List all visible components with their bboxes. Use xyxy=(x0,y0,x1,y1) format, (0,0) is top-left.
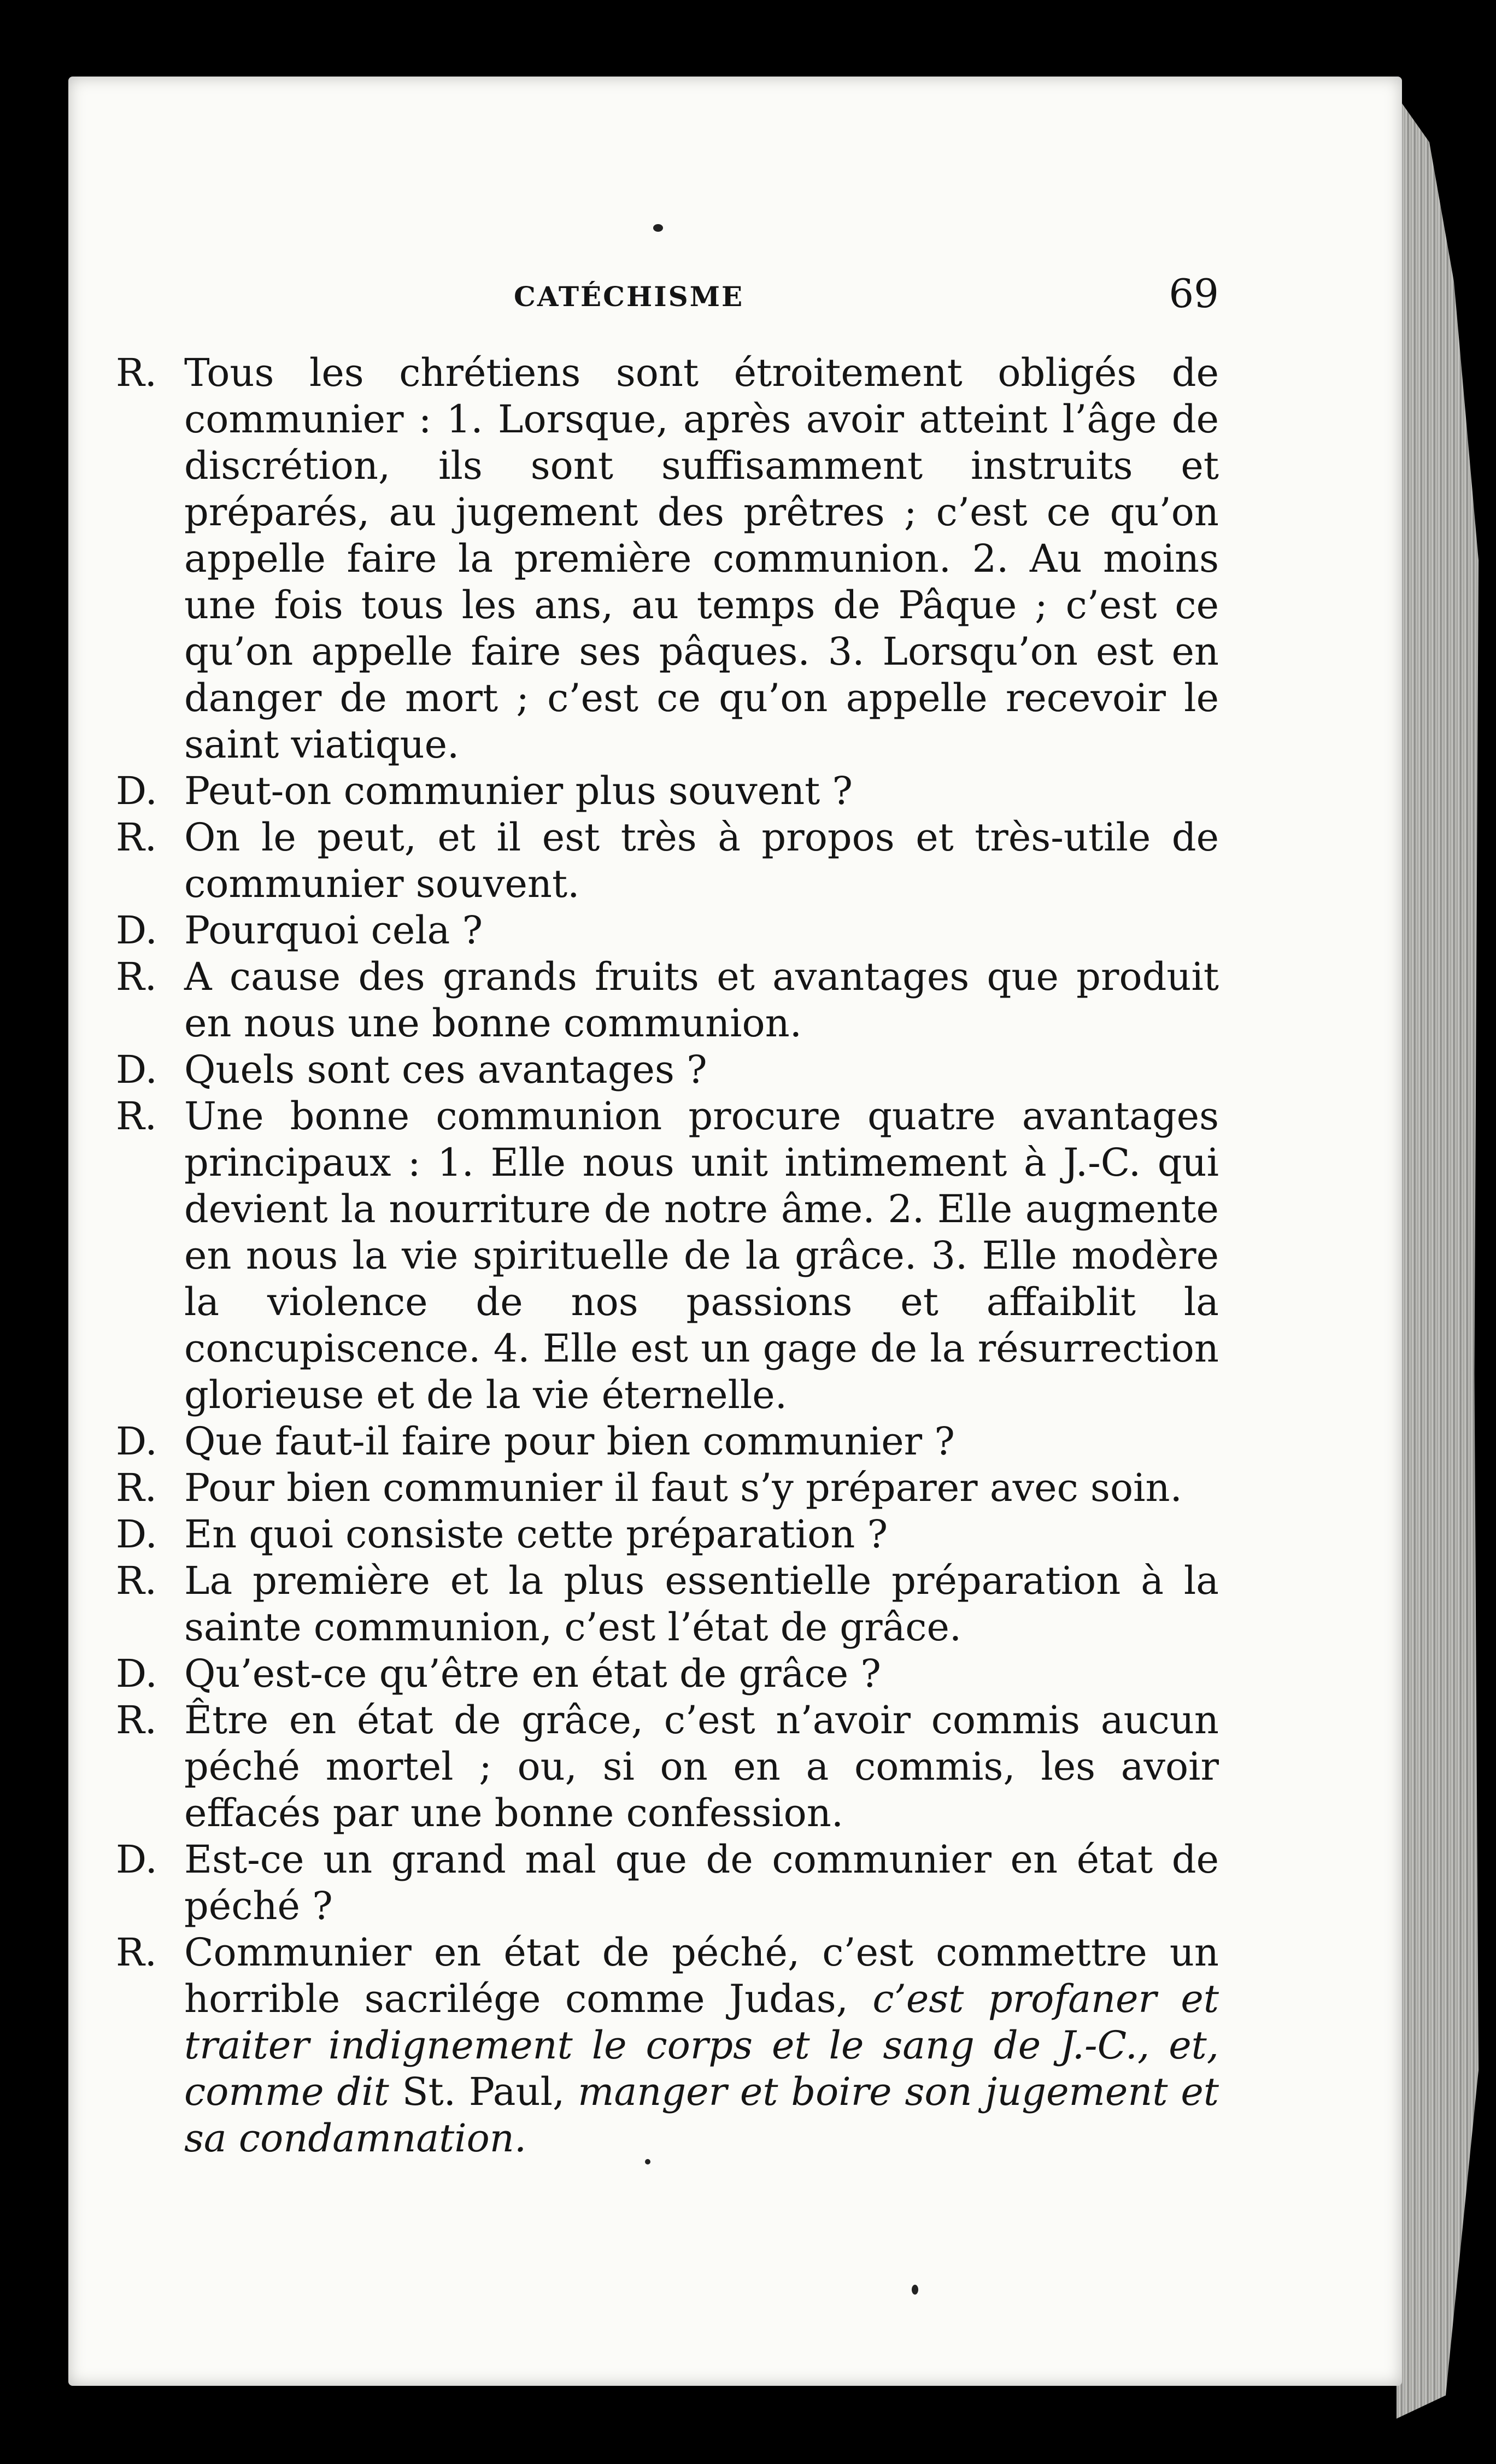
entry-text: Que faut-il faire pour bien communier ? xyxy=(184,1419,955,1464)
question-entry xyxy=(116,1511,1219,1558)
entry-text: Peut-on communier plus souvent ? xyxy=(184,768,853,813)
question-entry xyxy=(116,907,1219,954)
question-entry xyxy=(116,1418,1219,1465)
page-edge-stack xyxy=(1397,96,1479,2419)
page-header xyxy=(180,271,1219,320)
answer-entry xyxy=(116,350,1219,768)
entry-text: Est-ce un grand mal que de communier en état de péché ? xyxy=(184,1837,1219,1928)
entry-marker: D. xyxy=(116,1419,157,1464)
catechism-text xyxy=(116,350,1219,2162)
entry-marker: D. xyxy=(116,1047,157,1092)
entry-text: En quoi consiste cette préparation ? xyxy=(184,1512,888,1557)
answer-entry xyxy=(116,814,1219,907)
entry-marker: R. xyxy=(116,1558,157,1603)
entry-marker: R. xyxy=(116,350,157,395)
entry-marker: D. xyxy=(116,768,157,813)
running-title: CATÉCHISME xyxy=(514,280,744,313)
entry-text: Tous les chrétiens sont étroitement obligés de communier : 1. Lorsque, après avoir atteint l’âge de discrétion, ils sont suffisamment instruits et préparés, au jugement des prêtres ; c’est ce qu’on appelle faire la première communion. 2. Au moins une fois tous les ans, au temps de Pâque ; c’est ce qu’on appelle faire ses pâques. 3. Lorsqu’on est en danger de mort ; c’est ce qu’on appelle recevoir le saint viatique. xyxy=(184,350,1219,767)
question-entry xyxy=(116,768,1219,814)
entry-marker: D. xyxy=(116,1837,157,1882)
entry-marker: R. xyxy=(116,954,157,999)
entry-marker: R. xyxy=(116,1094,157,1139)
entry-marker: R. xyxy=(116,1930,157,1975)
entry-text: Pour bien communier il faut s’y préparer avec soin. xyxy=(184,1465,1182,1510)
question-entry xyxy=(116,1837,1219,1929)
answer-entry xyxy=(116,1697,1219,1837)
entry-text: Être en état de grâce, c’est n’avoir commis aucun péché mortel ; ou, si on en a commis, les avoir effacés par une bonne confession. xyxy=(184,1698,1219,1835)
question-entry xyxy=(116,1651,1219,1697)
entry-text: Qu’est-ce qu’être en état de grâce ? xyxy=(184,1651,881,1696)
print-speck xyxy=(653,224,663,232)
entry-marker: R. xyxy=(116,1465,157,1510)
page-number: 69 xyxy=(1169,271,1219,316)
entry-marker: D. xyxy=(116,1512,157,1557)
entry-marker: R. xyxy=(116,815,157,860)
print-speck xyxy=(912,2285,918,2295)
entry-text: On le peut, et il est très à propos et très-utile de communier souvent. xyxy=(184,815,1219,906)
entry-text: Pourquoi cela ? xyxy=(184,908,483,953)
answer-entry xyxy=(116,1465,1219,1511)
entry-marker: D. xyxy=(116,908,157,953)
answer-entry xyxy=(116,1558,1219,1651)
entry-text-italic: c’est profaner et traiter indignement le corps et le sang de J.-C., et, comme dit xyxy=(184,1976,1219,2114)
entry-marker: R. xyxy=(116,1698,157,1743)
entry-text-italic: manger et boire son jugement et sa condamnation. xyxy=(184,2069,1219,2161)
entry-text-plain: St. Paul, xyxy=(402,2069,578,2114)
entry-text: A cause des grands fruits et avantages que produit en nous une bonne communion. xyxy=(184,954,1219,1046)
answer-entry xyxy=(116,1929,1219,2162)
answer-entry xyxy=(116,954,1219,1047)
entry-text: Quels sont ces avantages ? xyxy=(184,1047,707,1092)
answer-entry xyxy=(116,1093,1219,1418)
entry-text xyxy=(184,1929,1219,2162)
entry-marker: D. xyxy=(116,1651,157,1696)
entry-text: Une bonne communion procure quatre avantages principaux : 1. Elle nous unit intimement à J.-C. qui devient la nourriture de notre âme. 2. Elle augmente en nous la vie spirituelle de la grâce. 3. Elle modère la violence de nos passions et affaiblit la concupiscence. 4. Elle est un gage de la résurrection glorieuse et de la vie éternelle. xyxy=(184,1094,1219,1417)
entry-text: La première et la plus essentielle préparation à la sainte communion, c’est l’état de grâce. xyxy=(184,1558,1219,1650)
question-entry xyxy=(116,1047,1219,1093)
entry-text-plain: Communier en état de péché, c’est commettre un horrible sacrilége comme Judas, xyxy=(184,1930,1219,2021)
